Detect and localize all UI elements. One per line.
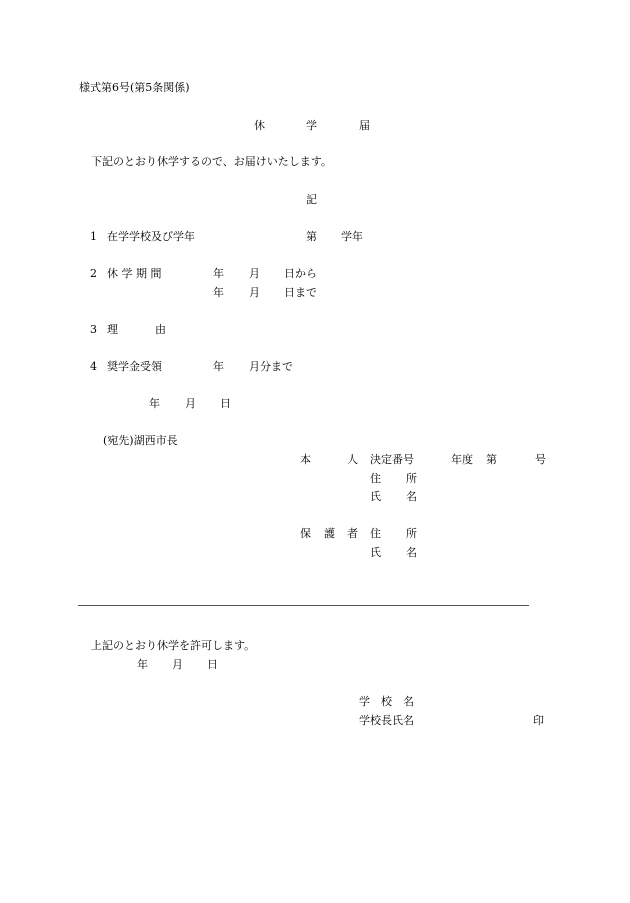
item1-grade-suffix: 学年 bbox=[341, 230, 363, 243]
separator-line bbox=[78, 605, 529, 606]
date1-month: 月 bbox=[185, 397, 196, 410]
ki-label: 記 bbox=[306, 193, 317, 206]
item1-number: 1 bbox=[90, 230, 97, 243]
guardian-ho: 保 bbox=[300, 527, 311, 540]
guardian-name-a: 氏 bbox=[370, 546, 381, 559]
guardian-name-b: 名 bbox=[406, 546, 417, 559]
applicant-decision-no: 決定番号 bbox=[370, 453, 414, 466]
item2-from-month: 月 bbox=[249, 267, 260, 280]
principal-name-label: 学校長氏名 bbox=[359, 714, 414, 727]
title-char-3: 届 bbox=[359, 119, 370, 132]
item2-to-day: 日まで bbox=[284, 286, 317, 299]
guardian-addr-b: 所 bbox=[406, 527, 417, 540]
item4-label: 奨学金受領 bbox=[107, 360, 162, 373]
item2-to-year: 年 bbox=[213, 286, 224, 299]
school-name-label: 学 校 名 bbox=[359, 695, 414, 708]
applicant-name-b: 名 bbox=[406, 490, 417, 503]
item2-number: 2 bbox=[90, 267, 97, 280]
item4-month: 月分まで bbox=[249, 360, 293, 373]
item2-label: 休 学 期 間 bbox=[107, 267, 162, 280]
date2-day: 日 bbox=[207, 658, 218, 671]
applicant-hon: 本 bbox=[300, 453, 311, 466]
item1-label: 在学学校及び学年 bbox=[107, 230, 195, 243]
item3-label-b: 由 bbox=[155, 323, 166, 336]
applicant-addr-b: 所 bbox=[406, 472, 417, 485]
date1-day: 日 bbox=[220, 397, 231, 410]
item4-year: 年 bbox=[213, 360, 224, 373]
applicant-nin: 人 bbox=[347, 453, 358, 466]
item3-number: 3 bbox=[90, 323, 97, 336]
applicant-dai: 第 bbox=[486, 453, 497, 466]
item2-to-month: 月 bbox=[249, 286, 260, 299]
applicant-name-a: 氏 bbox=[370, 490, 381, 503]
guardian-go: 護 bbox=[324, 527, 335, 540]
item2-from-year: 年 bbox=[213, 267, 224, 280]
applicant-nendo: 年度 bbox=[451, 453, 473, 466]
date2-year: 年 bbox=[137, 658, 148, 671]
title-char-2: 学 bbox=[306, 119, 317, 132]
approval-text: 上記のとおり休学を許可します。 bbox=[91, 639, 256, 652]
addressee: (宛先)湖西市長 bbox=[103, 434, 178, 447]
applicant-addr-a: 住 bbox=[370, 472, 381, 485]
intro-text: 下記のとおり休学するので、お届けいたします。 bbox=[91, 155, 332, 168]
guardian-addr-a: 住 bbox=[370, 527, 381, 540]
applicant-go: 号 bbox=[535, 453, 546, 466]
item4-number: 4 bbox=[90, 360, 97, 373]
form-number: 様式第6号(第5条関係) bbox=[79, 81, 190, 94]
seal-mark: 印 bbox=[533, 714, 544, 727]
guardian-sha: 者 bbox=[347, 527, 358, 540]
item3-label-a: 理 bbox=[107, 323, 118, 336]
date1-year: 年 bbox=[149, 397, 160, 410]
date2-month: 月 bbox=[172, 658, 183, 671]
item1-grade-prefix: 第 bbox=[306, 230, 317, 243]
title-char-1: 休 bbox=[254, 119, 265, 132]
item2-from-day: 日から bbox=[284, 267, 317, 280]
